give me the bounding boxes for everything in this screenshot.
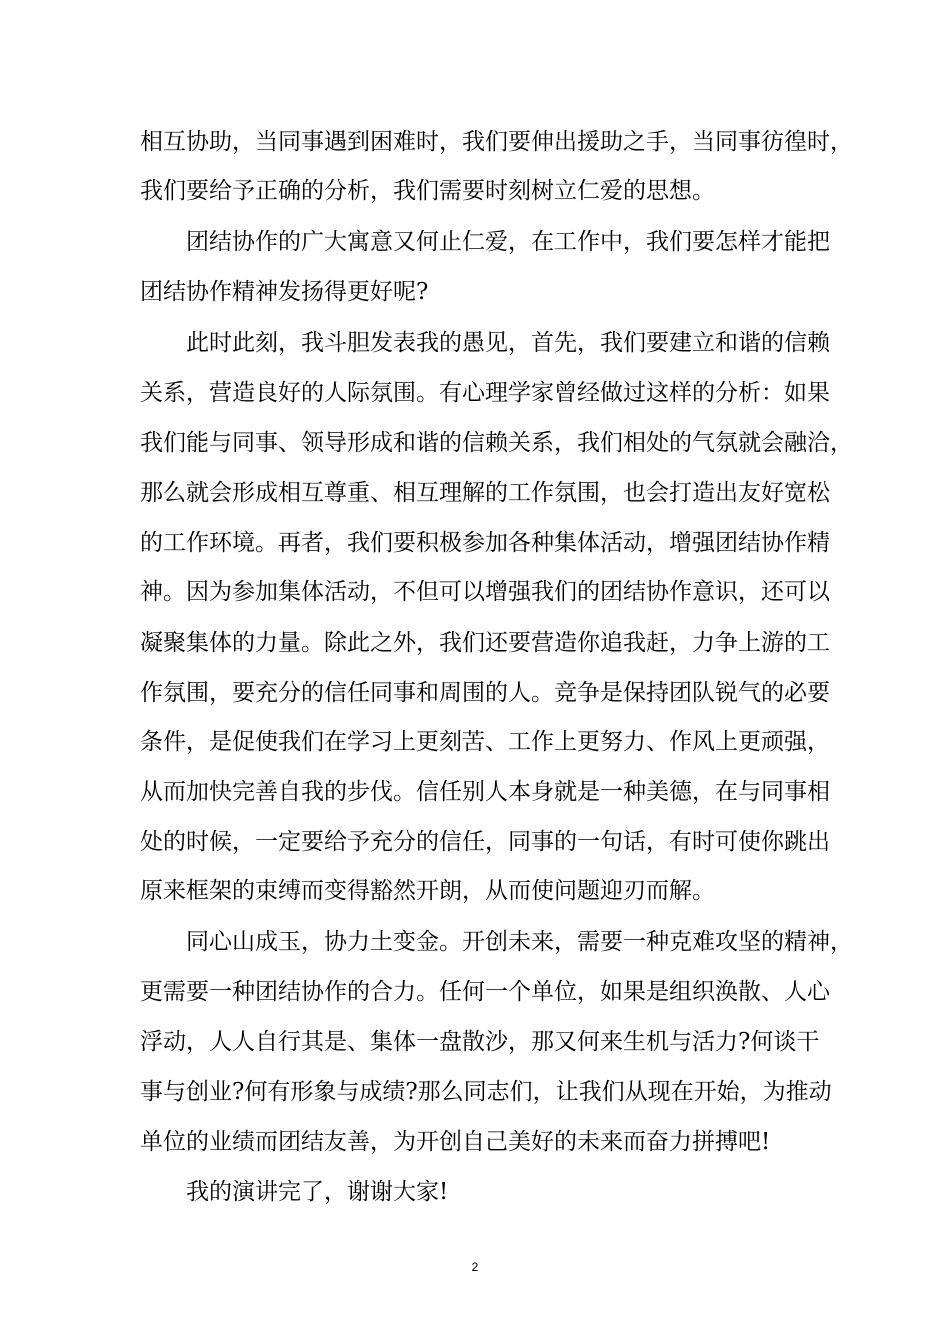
paragraph-first-line: 团结协作的广大寓意又何止仁爱，在工作中，我们要怎样才能把 xyxy=(186,229,830,255)
text-line: 事与创业?何有形象与成绩?那么同志们，让我们从现在开始，为推动 xyxy=(140,1079,832,1105)
text-line: 凝聚集体的力量。除此之外，我们还要营造你追我赶，力争上游的工 xyxy=(140,630,830,656)
text-line: 的工作环境。再者，我们要积极参加各种集体活动，增强团结协作精 xyxy=(140,530,830,556)
text-line: 相互协助，当同事遇到困难时，我们要伸出援助之手，当同事彷徨时， xyxy=(140,129,853,155)
paragraph-first-line: 此时此刻，我斗胆发表我的愚见，首先，我们要建立和谐的信赖 xyxy=(186,330,830,356)
page-number: 2 xyxy=(471,1260,479,1274)
paragraph-first-line: 同心山成玉，协力土变金。开创未来，需要一种克难攻坚的精神， xyxy=(186,929,853,955)
text-line: 我们要给予正确的分析，我们需要时刻树立仁爱的思想。 xyxy=(140,178,715,204)
text-line: 那么就会形成相互尊重、相互理解的工作氛围，也会打造出友好宽松 xyxy=(140,480,830,506)
text-line: 关系，营造良好的人际氛围。有心理学家曾经做过这样的分析：如果 xyxy=(140,380,830,406)
text-line: 浮动，人人自行其是、集体一盘散沙，那又何来生机与活力?何谈干 xyxy=(140,1029,820,1055)
text-line: 作氛围，要充分的信任同事和周围的人。竞争是保持团队锐气的必要 xyxy=(140,680,830,706)
text-line: 条件，是促使我们在学习上更刻苦、工作上更努力、作风上更顽强， xyxy=(140,729,830,755)
text-line: 神。因为参加集体活动，不但可以增强我们的团结协作意识，还可以 xyxy=(140,579,830,605)
text-line: 我们能与同事、领导形成和谐的信赖关系，我们相处的气氛就会融洽， xyxy=(140,430,853,456)
text-line: 更需要一种团结协作的合力。任何一个单位，如果是组织涣散、人心 xyxy=(140,979,830,1005)
text-line: 单位的业绩而团结友善，为开创自己美好的未来而奋力拼搏吧! xyxy=(140,1129,771,1155)
text-line: 团结协作精神发扬得更好呢? xyxy=(140,279,429,305)
text-line: 处的时候，一定要给予充分的信任，同事的一句话，有时可使你跳出 xyxy=(140,829,830,855)
paragraph-first-line: 我的演讲完了，谢谢大家! xyxy=(186,1179,449,1205)
text-line: 原来框架的束缚而变得豁然开朗，从而使问题迎刃而解。 xyxy=(140,878,715,904)
text-line: 从而加快完善自我的步伐。信任别人本身就是一种美德，在与同事相 xyxy=(140,779,830,805)
